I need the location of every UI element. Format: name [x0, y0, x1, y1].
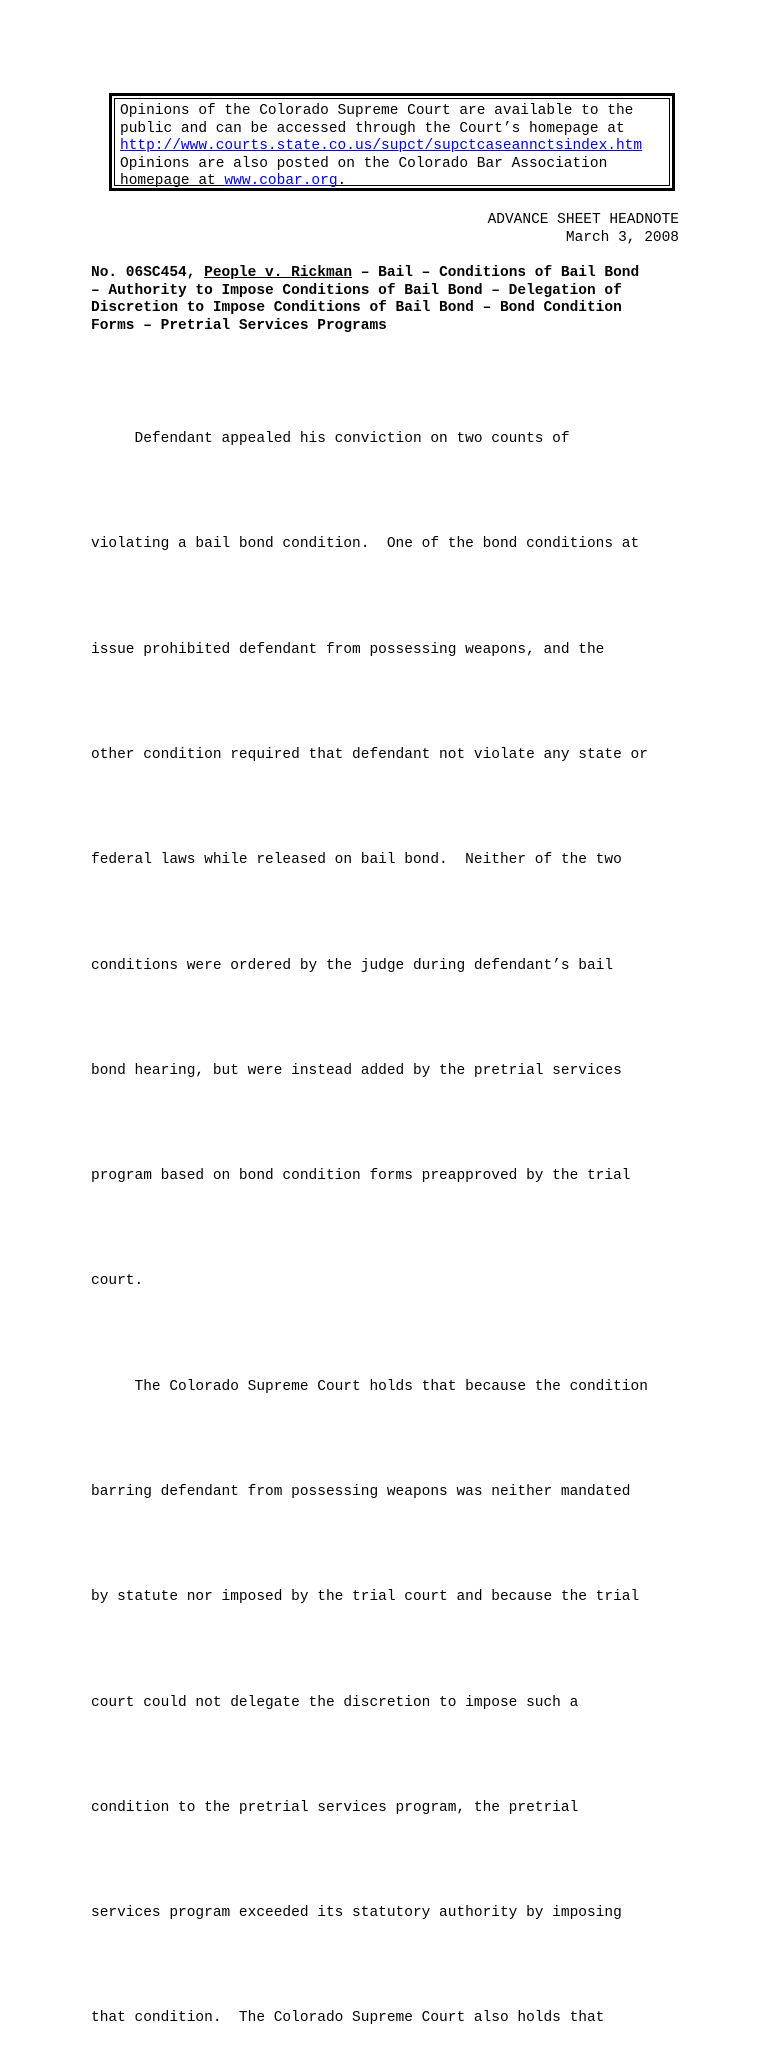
notice-text: homepage at	[120, 173, 225, 189]
body-line: by statute nor imposed by the trial court and because the trial	[91, 1589, 640, 1606]
caption-topics: – Bail – Conditions of Bail Bond	[352, 265, 640, 281]
availability-notice-box	[109, 93, 675, 191]
body-line: program based on bond condition forms preapproved by the trial	[91, 1168, 631, 1185]
notice-line: Opinions of the Colorado Supreme Court are available to the	[120, 103, 634, 119]
case-caption	[91, 265, 691, 335]
notice-line: public and can be accessed through the Court’s homepage at	[120, 120, 625, 137]
body-line: that condition. The Colorado Supreme Court also holds that	[91, 2010, 605, 2027]
headnote-label: ADVANCE SHEET HEADNOTE	[487, 212, 679, 228]
body-line: court.	[91, 1273, 144, 1290]
caption-line: – Authority to Impose Conditions of Bail Bond – Delegation of	[91, 282, 622, 299]
notice-line: Opinions are also posted on the Colorado Bar Association	[120, 155, 608, 172]
caption-line	[91, 265, 691, 283]
caption-line: Discretion to Impose Conditions of Bail Bond – Bond Condition	[91, 300, 622, 316]
body-line: federal laws while released on bail bond. Neither of the two	[91, 852, 622, 869]
body-line: Defendant appealed his conviction on two counts of	[91, 431, 570, 448]
body-line: bond hearing, but were instead added by the pretrial services	[91, 1062, 622, 1079]
headnote-date: March 3, 2008	[565, 229, 679, 246]
body-line: condition to the pretrial services program, the pretrial	[91, 1799, 579, 1816]
caption-line: Forms – Pretrial Services Programs	[91, 317, 387, 334]
body-line: violating a bail bond condition. One of the bond conditions at	[91, 536, 640, 553]
body-line: court could not delegate the discretion to impose such a	[91, 1694, 579, 1711]
body-line: barring defendant from possessing weapons was neither mandated	[91, 1484, 631, 1500]
headnote-body	[91, 352, 691, 2048]
body-line: services program exceeded its statutory authority by imposing	[91, 1905, 622, 1922]
body-line: The Colorado Supreme Court holds that because the condition	[91, 1378, 648, 1395]
availability-notice-inner	[114, 98, 670, 189]
case-name: People v. Rickman	[204, 265, 353, 281]
body-line: conditions were ordered by the judge during defendant’s bail	[91, 957, 614, 974]
case-number: No. 06SC454,	[91, 265, 205, 281]
cobar-url-link[interactable]: www.cobar.org	[224, 173, 338, 189]
notice-line	[120, 173, 669, 191]
body-line: other condition required that defendant not violate any state or	[91, 747, 648, 764]
notice-text: .	[337, 173, 347, 189]
headnote-header	[488, 212, 679, 247]
courts-url-link[interactable]: http://www.courts.state.co.us/supct/supctcaseannctsindex.htm	[120, 138, 643, 154]
body-line: issue prohibited defendant from possessing weapons, and the	[91, 641, 605, 658]
